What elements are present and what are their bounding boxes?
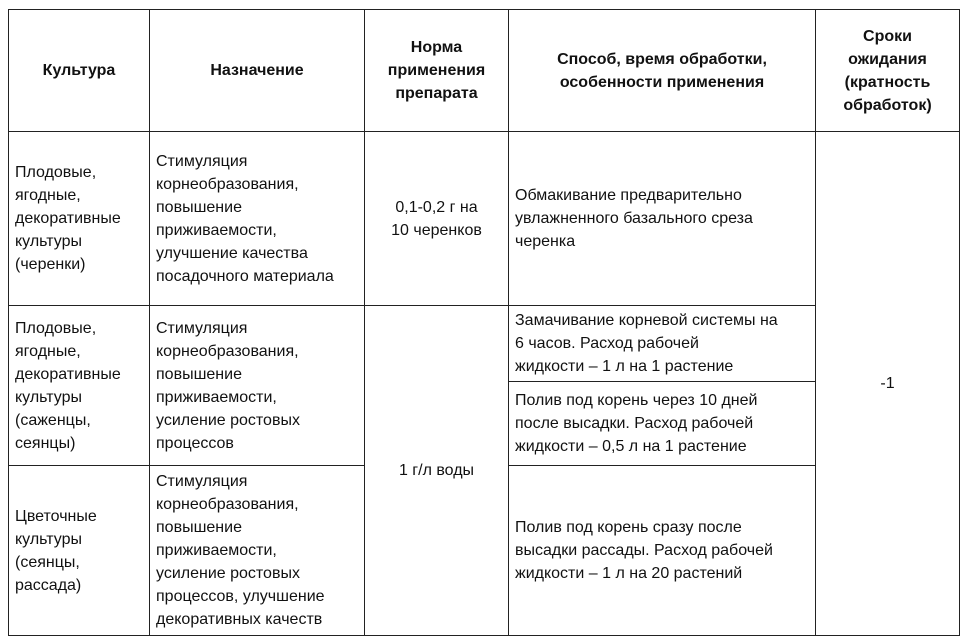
culture-cell: Плодовые, ягодные, декоративные культуры (черенки): [9, 132, 150, 306]
method-cell: Полив под корень сразу после высадки рассады. Расход рабочей жидкости – 1 л на 20 растений: [509, 466, 816, 636]
table-row: [9, 132, 960, 306]
culture-cell: Плодовые, ягодные, декоративные культуры (саженцы, сеянцы): [9, 306, 150, 466]
header-waiting: Сроки ожидания (кратность обработок): [816, 10, 960, 132]
culture-cell: Цветочные культуры (сеянцы, рассада): [9, 466, 150, 636]
method-cell: Обмакивание предварительно увлажненного базального среза черенка: [509, 132, 816, 306]
header-culture: Культура: [9, 10, 150, 132]
method-cell: Полив под корень через 10 дней после высадки. Расход рабочей жидкости – 0,5 л на 1 растение: [509, 382, 816, 466]
header-row: [9, 10, 960, 132]
purpose-cell: Стимуляция корнеобразования, повышение приживаемости, усиление ростовых процессов, улучшение декоративных качеств: [150, 466, 365, 636]
header-purpose: Назначение: [150, 10, 365, 132]
rate-cell: 1 г/л воды: [365, 306, 509, 636]
purpose-cell: Стимуляция корнеобразования, повышение приживаемости, улучшение качества посадочного материала: [150, 132, 365, 306]
waiting-cell: -1: [816, 132, 960, 636]
header-method: Способ, время обработки, особенности применения: [509, 10, 816, 132]
method-cell: Замачивание корневой системы на 6 часов. Расход рабочей жидкости – 1 л на 1 растение: [509, 306, 816, 382]
purpose-cell: Стимуляция корнеобразования, повышение приживаемости, усиление ростовых процессов: [150, 306, 365, 466]
rate-cell: 0,1-0,2 г на 10 черенков: [365, 132, 509, 306]
header-rate: Норма применения препарата: [365, 10, 509, 132]
treatment-table: [8, 9, 960, 636]
